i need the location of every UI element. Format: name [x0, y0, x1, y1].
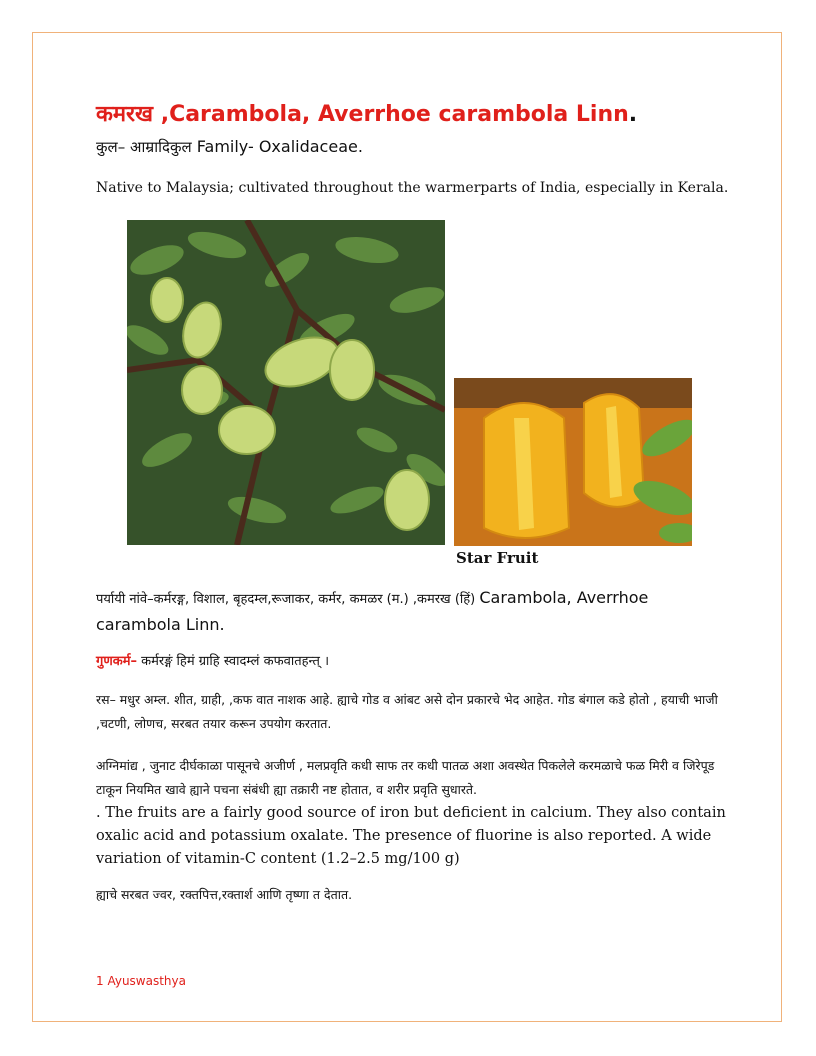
native-description: Native to Malaysia; cultivated throughout the warmerparts of India, especially in Kerala.: [96, 180, 729, 196]
family-line: कुल– आम्रादिकुल Family- Oxalidaceae.: [96, 137, 363, 156]
star-fruit-caption: Star Fruit: [456, 549, 539, 567]
uses-paragraph: अग्निमांद्य , जुनाट दीर्घकाळा पासूनचे अजीर्ण , मलप्रवृति कधी साफ तर कधी पातळ अशा अवस्थेत पिकलेले करमळाचे फळ मिरी व जिरेपूड टाकून नियमित खावे ह्याने पचना संबंधी ह्या तक्रारी नष्ट होतात, व शरीर प्रवृति सुधारते.: [96, 758, 715, 797]
carambola-tree-photo: [127, 220, 445, 545]
nutrition-paragraph: . The fruits are a fairly good source of iron but deficient in calcium. They also contain oxalic acid and potassium oxalate. The presence of fluorine is also reported. A wide variation of vitamin-C content (1.2–2.5 mg/100 g): [96, 805, 726, 867]
rasa-paragraph: रस– मधुर अम्ल. शीत, ग्राही, ,कफ वात नाशक आहे. ह्याचे गोड व आंबट असे दोन प्रकारचे भेद आहेत. गोड बंगाल कडे होतो , हयाची भाजी ,चटणी, लोणच, सरबत तयार करून उपयोग करतात.: [96, 692, 718, 731]
synonyms-paragraph: पर्यायी नांवे–कर्मरङ्ग, विशाल, बृहदम्ल,रूजाकर, कर्मर, कमळर (म.) ,कमरख (हिं) Carambola, Averrhoe carambola Linn.: [96, 588, 649, 634]
page-footer: 1 Ayuswasthya: [96, 974, 186, 988]
star-fruit-photo: [454, 378, 692, 546]
page-title: कमरख ,Carambola, Averrhoe carambola Linn.: [96, 102, 638, 127]
properties-label: गुणकर्म–: [96, 654, 137, 669]
properties-line: गुणकर्म– कर्मरङ्गं हिमं ग्राहि स्वादम्लं कफवातहन्त् ।: [96, 654, 330, 669]
sharbat-paragraph: ह्याचे सरबत ज्वर, रक्तपित्त,रक्तार्श आणि तृष्णा त देतात.: [96, 887, 353, 902]
